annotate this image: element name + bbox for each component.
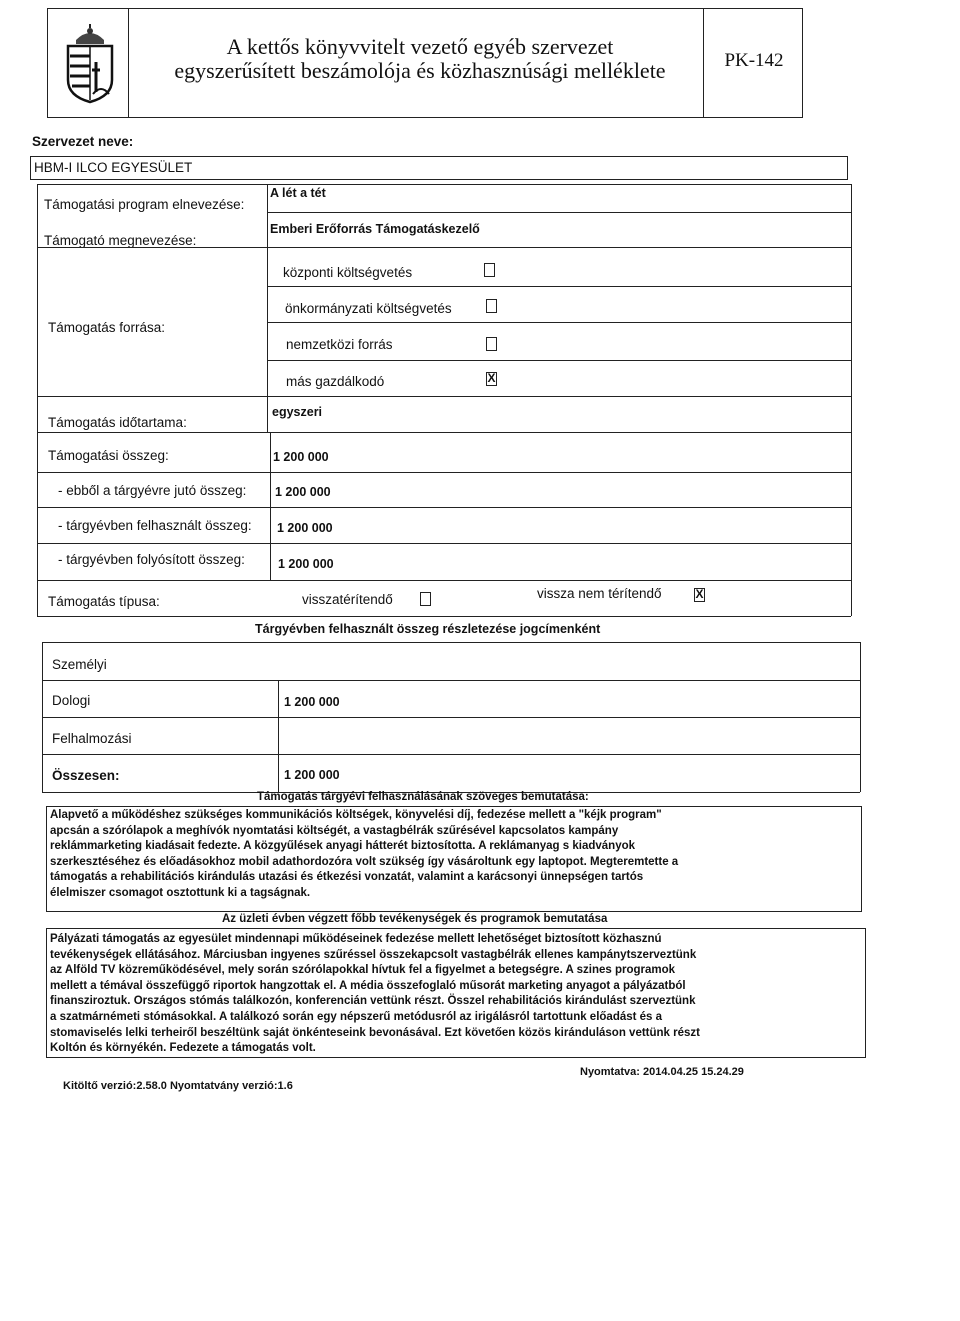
activities-title: Az üzleti évben végzett főbb tevékenységek és programok bemutatása [222,913,608,925]
usage-line: reklámmarketing kiadásait fedezte. A közgyűlések anyagi hátterét biztosította. A reklámanyag s kiadványok [50,840,636,853]
header-divider [128,8,129,118]
refundable-label: visszatérítendő [302,592,393,607]
table-border-top [37,184,851,185]
supporter-label: Támogató megnevezése: [44,233,197,248]
source-option-label: önkormányzati költségvetés [285,301,452,316]
breakdown-row-value: 1 200 000 [284,695,340,709]
hungarian-coat-of-arms-icon [60,22,120,104]
source-check-mark: X [487,371,496,385]
amount-label: Támogatási összeg: [48,448,169,463]
row-separator [37,247,851,248]
row-separator [37,507,851,508]
paid-label: - tárgyévben folyósított összeg: [58,552,245,567]
usage-title: Támogatás tárgyévi felhasználásának szöveges bemutatása: [257,791,589,803]
org-name-value: HBM-I ILCO EGYESÜLET [34,160,193,175]
used-label: - tárgyévben felhasznált összeg: [58,518,252,533]
activities-line: az Alföld TV közreműködésével, mely során szórólapokkal hívtuk fel a figyelmet a betegségre. A szines programok [50,964,676,977]
row-separator [42,754,860,755]
duration-value: egyszeri [272,405,323,419]
row-separator [37,616,851,617]
breakdown-row-label: Személyi [52,657,107,672]
activities-line: Pályázati támogatás az egyesület mindennapi működéseinek fedezése mellett lehetőséget biztosított közhasznú [50,933,662,945]
row-separator [42,680,860,681]
row-separator [37,580,851,581]
row-separator [42,717,860,718]
source-option-label: nemzetközi forrás [286,337,393,352]
source-label: Támogatás forrása: [48,320,166,335]
program-value: A lét a tét [270,186,326,200]
header-divider [703,8,704,118]
usage-line: élelmiszer csomagot osztottunk ki a tagságnak. [50,886,311,899]
usage-line: Alapvető a működéshez szükséges kommunikációs költségek, könyvelési díj, fedezése mellett a "kéjk program" [50,809,662,821]
org-name-label: Szervezet neve: [32,134,134,149]
usage-line: apcsán a szórólapok a meghívók nyomtatási költségét, a vastagbélrák szűrésével kapcsolatos kampány [50,824,619,837]
supporter-value: Emberi Erőforrás Támogatáskezelő [270,222,480,236]
print-timestamp: Nyomtatva: 2014.04.25 15.24.29 [580,1066,744,1078]
table-column-divider [267,184,268,432]
source-option-label: más gazdálkodó [286,374,385,389]
checkbox-icon[interactable] [486,337,497,351]
activities-line: Koltón és környékén. Fedezete a támogatás volt. [50,1042,316,1055]
row-separator [37,396,851,397]
activities-line: finansziroztuk. Országos stómás találkozón, konferencián vettünk részt. Összel rehabilitációs kirándulást szerveztünk [50,995,696,1008]
checkbox-icon[interactable] [486,372,497,386]
paid-value: 1 200 000 [278,557,334,571]
row-separator [267,286,851,287]
table-border-right [851,184,852,616]
type-label: Támogatás típusa: [48,594,160,609]
checkbox-icon[interactable] [694,588,705,602]
duration-label: Támogatás időtartama: [48,415,187,430]
table-column-divider [270,432,271,580]
row-separator [37,432,851,433]
activities-line: a szatmárnémeti stómásokkal. A találkozó során egy népszerű metódusról az irigálásról tartottunk előadást és a [50,1010,663,1023]
row-separator [267,322,851,323]
version-info: Kitöltő verzió:2.58.0 Nyomtatvány verzió:1.6 [63,1080,293,1092]
breakdown-column-divider [278,680,279,792]
form-title-line-2: egyszerűsített beszámolója és közhasznúsági melléklete [174,58,666,83]
form-code: PK-142 [724,50,784,71]
checkbox-icon[interactable] [420,592,431,606]
breakdown-title: Tárgyévben felhasznált összeg részletezése jogcímenként [255,622,601,636]
nonrefundable-check-mark: X [695,587,704,601]
row-separator [37,543,851,544]
table-border-left [37,184,38,616]
activities-line: stomaviselés lelki terheiről beszéltünk saját önkénteseink bevonásával. Ezt követően közös kiránduláson vettünk részt [50,1026,700,1039]
ebbol-label: - ebből a tárgyévre jutó összeg: [58,483,247,498]
source-option-label: központi költségvetés [283,265,413,280]
checkbox-icon[interactable] [484,263,495,277]
checkbox-icon[interactable] [486,299,497,313]
used-value: 1 200 000 [277,521,333,535]
row-separator [267,212,851,213]
program-label: Támogatási program elnevezése: [44,197,245,212]
amount-value: 1 200 000 [273,450,329,464]
row-separator [267,360,851,361]
ebbol-value: 1 200 000 [275,485,331,499]
breakdown-row-label: Dologi [52,693,91,708]
usage-text [50,808,678,902]
activities-text [50,932,700,1057]
row-separator [37,472,851,473]
form-title-line-1: A kettős könyvvitelt vezető egyéb szervezet [226,34,614,59]
breakdown-row-label: Felhalmozási [52,731,132,746]
breakdown-row-label: Összesen: [52,768,120,783]
activities-line: mellett a témával összefüggő riportok hangzottak el. A média összefoglaló műsorát marketing anyagot a pályázatból [50,979,686,992]
usage-line: szerkesztéséhez és előadásokhoz mobil adathordozóra volt szükség így vásároltunk egy laptopot. Megteremtette a [50,855,679,868]
breakdown-border-top [42,642,860,643]
nonrefundable-label: vissza nem térítendő [537,586,662,601]
activities-line: tevékenységek ellátásához. Márciusban ingyenes szűréssel összekapcsolt vastagbélrák ellenes kampánytszerveztünk [50,948,697,961]
breakdown-row-value: 1 200 000 [284,768,340,782]
breakdown-border-right [860,642,861,792]
usage-line: támogatás a rehabilitációs kirándulás utazási és étkezési vonzatát, valamint a karácsonyi ünnepségen tartós [50,871,644,884]
